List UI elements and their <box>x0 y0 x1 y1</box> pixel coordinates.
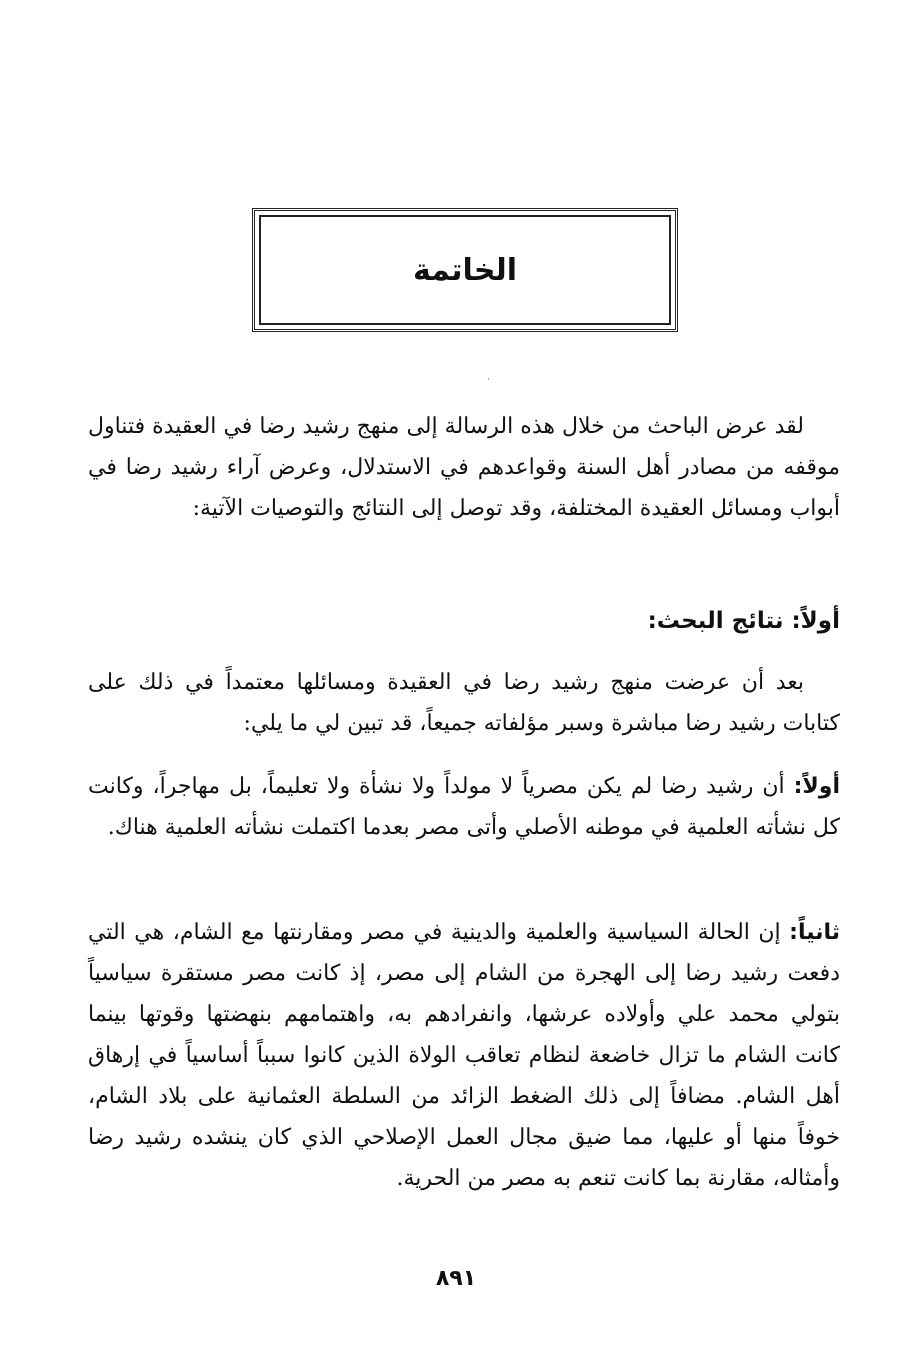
print-speck: ˙ <box>486 378 491 389</box>
finding-text: أن رشيد رضا لم يكن مصرياً لا مولداً ولا نشأة ولا تعليماً، بل مهاجراً، وكانت كل نشأته العلمية في موطنه الأصلي وأتى مصر بعدما اكتملت نشأته العلمية هناك. <box>88 774 840 840</box>
finding-paragraph <box>88 912 840 1199</box>
intro-paragraph: لقد عرض الباحث من خلال هذه الرسالة إلى منهج رشيد رضا في العقيدة فتناول موقفه من مصادر أهل السنة وقواعدهم في الاستدلال، وعرض آراء رشيد رضا في أبواب ومسائل العقيدة المختلفة، وقد توصل إلى النتائج والتوصيات الآتية: <box>88 414 840 521</box>
finding-label: أولاً: <box>793 774 840 799</box>
title-inner-border <box>259 215 671 325</box>
chapter-title: الخاتمة <box>412 252 517 288</box>
title-frame <box>252 208 678 332</box>
page-number: ٨٩١ <box>435 1266 477 1291</box>
section-intro-paragraph: بعد أن عرضت منهج رشيد رضا في العقيدة ومسائلها معتمداً في ذلك على كتابات رشيد رضا مباشرة وسبر مؤلفاته جميعاً، قد تبين لي ما يلي: <box>88 670 840 736</box>
finding-text: إن الحالة السياسية والعلمية والدينية في مصر ومقارنتها مع الشام، هي التي دفعت رشيد رضا إلى الهجرة من الشام إلى مصر، إذ كانت مصر مستقرة سياسياً بتولي محمد علي وأولاده عرشها، وانفرادهم به، واهتمامهم بنهضتها وقوتها بينما كانت الشام ما تزال خاضعة لنظام تعاقب الولاة الذين كانوا سبباً أساسياً في إرهاق أهل الشام. مضافاً إلى ذلك الضغط الزائد من السلطة العثمانية على بلاد الشام، خوفاً منها أو عليها، مما ضيق مجال العمل الإصلاحي الذي كان ينشده رشيد رضا وأمثاله، مقارنة بما كانت تنعم به مصر من الحرية. <box>88 920 840 1191</box>
finding-paragraph <box>88 766 840 848</box>
section-heading: أولاً: نتائج البحث: <box>647 608 840 634</box>
finding-label: ثانياً: <box>789 920 840 945</box>
